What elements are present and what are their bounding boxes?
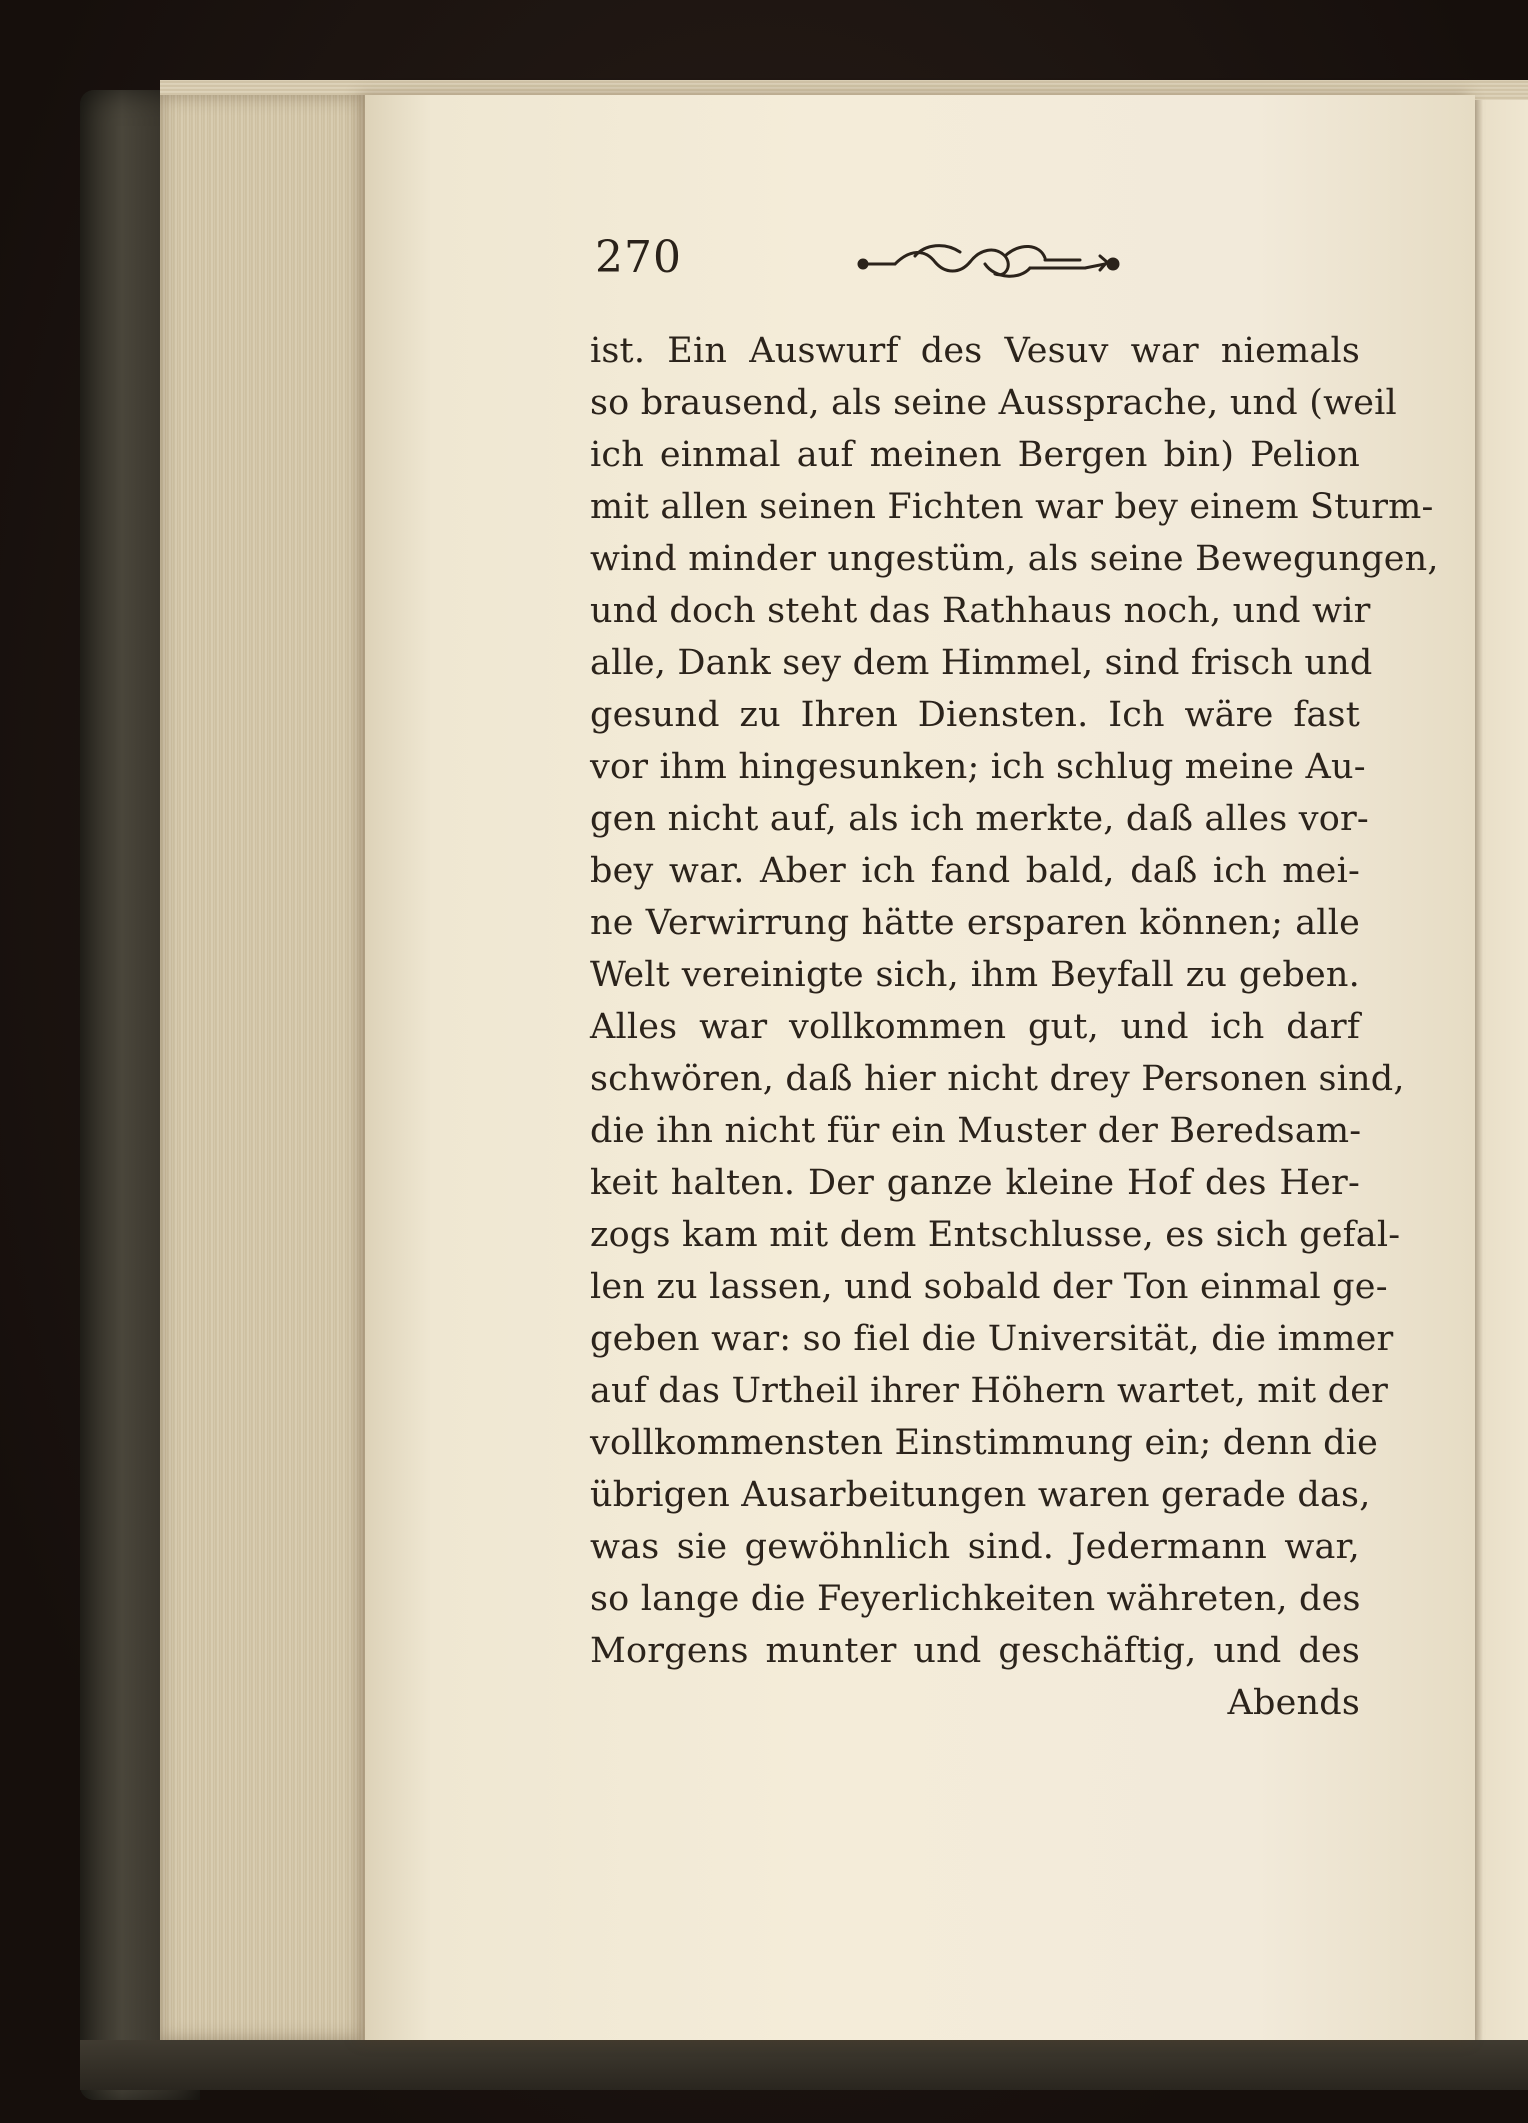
text-line: alle, Dank sey dem Himmel, sind frisch und [590,643,1373,683]
catchword: Abends [1227,1683,1360,1723]
text-line: was sie gewöhnlich sind. Jedermann war, [590,1527,1360,1567]
text-line: bey war. Aber ich fand bald, daß ich mei- [590,851,1360,891]
text-line: und doch steht das Rathhaus noch, und wir [590,591,1371,631]
text-line: so lange die Feyerlichkeiten währeten, des [590,1579,1361,1619]
page-number: 270 [595,232,682,283]
text-line: geben war: so fiel die Universität, die immer [590,1319,1394,1359]
text-line: ich einmal auf meinen Bergen bin) Pelion [590,435,1360,475]
text-line: vollkommensten Einstimmung ein; denn die [590,1423,1379,1463]
body-text [590,325,1439,1729]
text-line: ist. Ein Auswurf des Vesuv war niemals [590,331,1360,371]
text-line: übrigen Ausarbeitungen waren gerade das, [590,1475,1371,1515]
text-line: ne Verwirrung hätte ersparen können; alle [590,903,1360,943]
text-line: wind minder ungestüm, als seine Bewegungen, [590,539,1439,579]
page-edges [160,95,380,2040]
text-line: so brausend, als seine Aussprache, und (weil [590,383,1397,423]
text-line: keit halten. Der ganze kleine Hof des Her- [590,1163,1360,1203]
text-line: schwören, daß hier nicht drey Personen sind, [590,1059,1405,1099]
text-line: Morgens munter und geschäftig, und des [590,1631,1360,1671]
text-line: gen nicht auf, als ich merkte, daß alles vor- [590,799,1369,839]
text-line: mit allen seinen Fichten war bey einem Sturm- [590,487,1434,527]
text-line: vor ihm hingesunken; ich schlug meine Au- [590,747,1366,787]
text-line: gesund zu Ihren Diensten. Ich wäre fast [590,695,1360,735]
text-line: auf das Urtheil ihrer Höhern wartet, mit der [590,1371,1389,1411]
text-line: die ihn nicht für ein Muster der Beredsam- [590,1111,1362,1151]
text-line: Alles war vollkommen gut, und ich darf [590,1007,1360,1047]
page-header [595,232,1155,302]
text-line: Welt vereinigte sich, ihm Beyfall zu geben. [590,955,1360,995]
text-line: zogs kam mit dem Entschlusse, es sich gefal- [590,1215,1401,1255]
decorative-flourish-icon [855,234,1125,294]
text-line: len zu lassen, und sobald der Ton einmal ge- [590,1267,1388,1307]
book-cover-bottom [80,2040,1528,2090]
facing-page-edge [1468,100,1528,2040]
